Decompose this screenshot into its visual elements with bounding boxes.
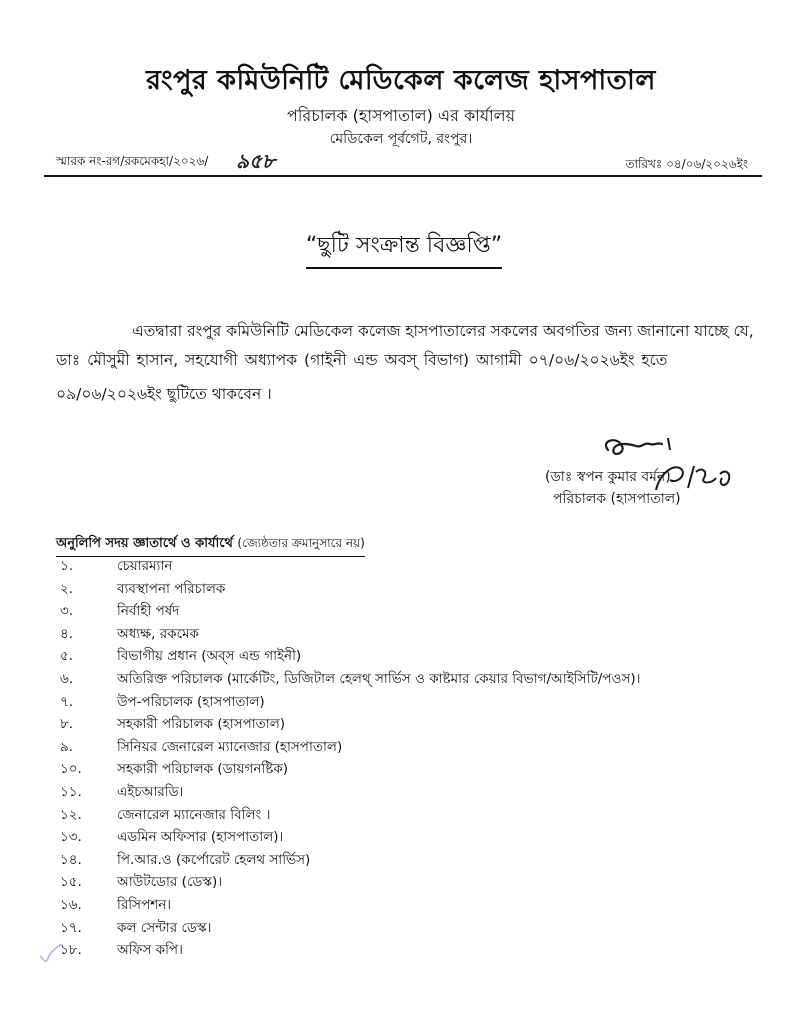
cc-item-text: নির্বাহী পর্ষদ xyxy=(117,603,180,620)
cc-item-text: অধ্যক্ষ, রকমেক xyxy=(117,625,199,642)
cc-item-text: সিনিয়র জেনারেল ম্যানেজার (হাসপাতাল) xyxy=(117,738,343,755)
cc-list xyxy=(60,555,760,962)
cc-list-item xyxy=(60,578,760,601)
address: মেডিকেল পূর্বগেট, রংপুর। xyxy=(329,131,473,147)
cc-item-number: ১৩. xyxy=(60,829,82,846)
cc-list-item xyxy=(60,917,760,940)
cc-list-item xyxy=(60,691,760,714)
cc-item-text: কল সেন্টার ডেস্ক। xyxy=(117,919,212,936)
cc-item-number: ৮. xyxy=(60,716,74,733)
cc-item-number: ২. xyxy=(60,580,74,597)
cc-item-text: জেনারেল ম্যানেজার বিলিং । xyxy=(117,806,271,823)
cc-item-number: ১. xyxy=(60,558,74,574)
reference-label: স্মারক নং-রগ/রকমেকহা/২০২৬/ xyxy=(56,154,209,168)
cc-heading xyxy=(56,534,365,557)
cc-list-item xyxy=(60,826,760,849)
cc-list-item xyxy=(60,871,760,894)
signatory-name: (ডাঃ স্বপন কুমার বর্মন) xyxy=(545,469,671,485)
notice-body-line-1: এতদ্বারা রংপুর কমিউনিটি মেডিকেল কলেজ হাসপাতালের সকলের অবগতির জন্য জানানো যাচ্ছে যে, xyxy=(132,322,754,340)
cc-list-item xyxy=(60,668,760,691)
cc-item-number: ১৭. xyxy=(60,919,82,936)
cc-list-item xyxy=(60,736,760,759)
signatory-title: পরিচালক (হাসপাতাল) xyxy=(553,491,681,507)
cc-item-text: অতিরিক্ত পরিচালক (মার্কেটিং, ডিজিটাল হেলথ্ সার্ভিস ও কাষ্টমার কেয়ার বিভাগ/আইসিটি/পওস)। xyxy=(117,670,641,687)
cc-item-number: ৭. xyxy=(60,693,74,710)
cc-item-number: ১১. xyxy=(60,783,82,800)
cc-item-number: ১৫. xyxy=(60,874,82,891)
cc-item-text: সহকারী পরিচালক (হাসপাতাল) xyxy=(117,716,286,733)
cc-item-text: অফিস কপি। xyxy=(117,942,183,959)
office-name: পরিচালক (হাসপাতাল) এর কার্যালয় xyxy=(286,106,516,125)
reference-number-handwritten: ৯৫৮ xyxy=(236,149,275,173)
cc-item-text: বিভাগীয় প্রধান (অব্স এন্ড গাইনী) xyxy=(117,648,302,665)
cc-item-text: রিসিপশন। xyxy=(117,896,172,913)
cc-item-text: ব্যবস্থাপনা পরিচালক xyxy=(117,580,226,597)
cc-list-item xyxy=(60,939,760,962)
cc-item-text: সহকারী পরিচালক (ডায়গনষ্টিক) xyxy=(117,761,289,778)
cc-item-number: ৩. xyxy=(60,603,74,620)
cc-list-item xyxy=(60,645,760,668)
cc-list-item xyxy=(60,781,760,804)
cc-item-number: ১৮. xyxy=(60,942,82,959)
tick-mark xyxy=(36,938,66,968)
cc-list-item xyxy=(60,758,760,781)
cc-item-number: ১৪. xyxy=(60,851,82,868)
notice-body-line-2: ডাঃ মৌসুমী হাসান, সহযোগী অধ্যাপক (গাইনী এন্ড অবস্ বিভাগ) আগামী ০৭/০৬/২০২৬ইং হতে xyxy=(56,351,668,369)
cc-item-number: ৯. xyxy=(60,738,74,755)
cc-heading-text: অনুলিপি সদয় জ্ঞাতার্থে ও কার্যার্থে xyxy=(56,536,233,551)
header-divider xyxy=(44,175,762,177)
cc-list-item xyxy=(60,713,760,736)
cc-item-text: পি.আর.ও (কর্পোরেট হেলথ সার্ভিস) xyxy=(117,851,311,868)
cc-list-item xyxy=(60,894,760,917)
cc-item-text: উপ-পরিচালক (হাসপাতাল) xyxy=(117,693,265,710)
cc-item-number: ৫. xyxy=(60,648,74,665)
cc-item-number: ১৬. xyxy=(60,896,82,913)
notice-title-container xyxy=(0,228,802,269)
cc-item-number: ৬. xyxy=(60,670,74,687)
cc-heading-note: (জ্যেষ্ঠতার ক্রমানুসারে নয়) xyxy=(237,536,365,550)
cc-item-number: ১২. xyxy=(60,806,82,823)
cc-list-item xyxy=(60,804,760,827)
cc-item-number: ১০. xyxy=(60,761,82,778)
notice-title: “ছুটি সংক্রান্ত বিজ্ঞপ্তি” xyxy=(306,228,502,269)
cc-item-text: এইচআরডি। xyxy=(117,783,184,800)
cc-item-text: আউটডোর (ডেস্ক)। xyxy=(117,874,223,891)
cc-list-item xyxy=(60,623,760,646)
cc-item-number: ৪. xyxy=(60,625,74,642)
hospital-name: রংপুর কমিউনিটি মেডিকেল কলেজ হাসপাতাল xyxy=(146,65,656,96)
cc-list-item xyxy=(60,849,760,872)
cc-item-text: এডমিন অফিসার (হাসপাতাল)। xyxy=(117,829,284,846)
issue-date: তারিখঃ ০৪/০৬/২০২৬ইং xyxy=(625,157,748,171)
notice-body-line-3: ০৯/০৬/২০২৬ইং ছুটিতে থাকবেন । xyxy=(56,385,272,403)
cc-list-item xyxy=(60,600,760,623)
cc-item-text: চেয়ারম্যান xyxy=(117,558,173,574)
cc-list-item xyxy=(60,555,760,578)
